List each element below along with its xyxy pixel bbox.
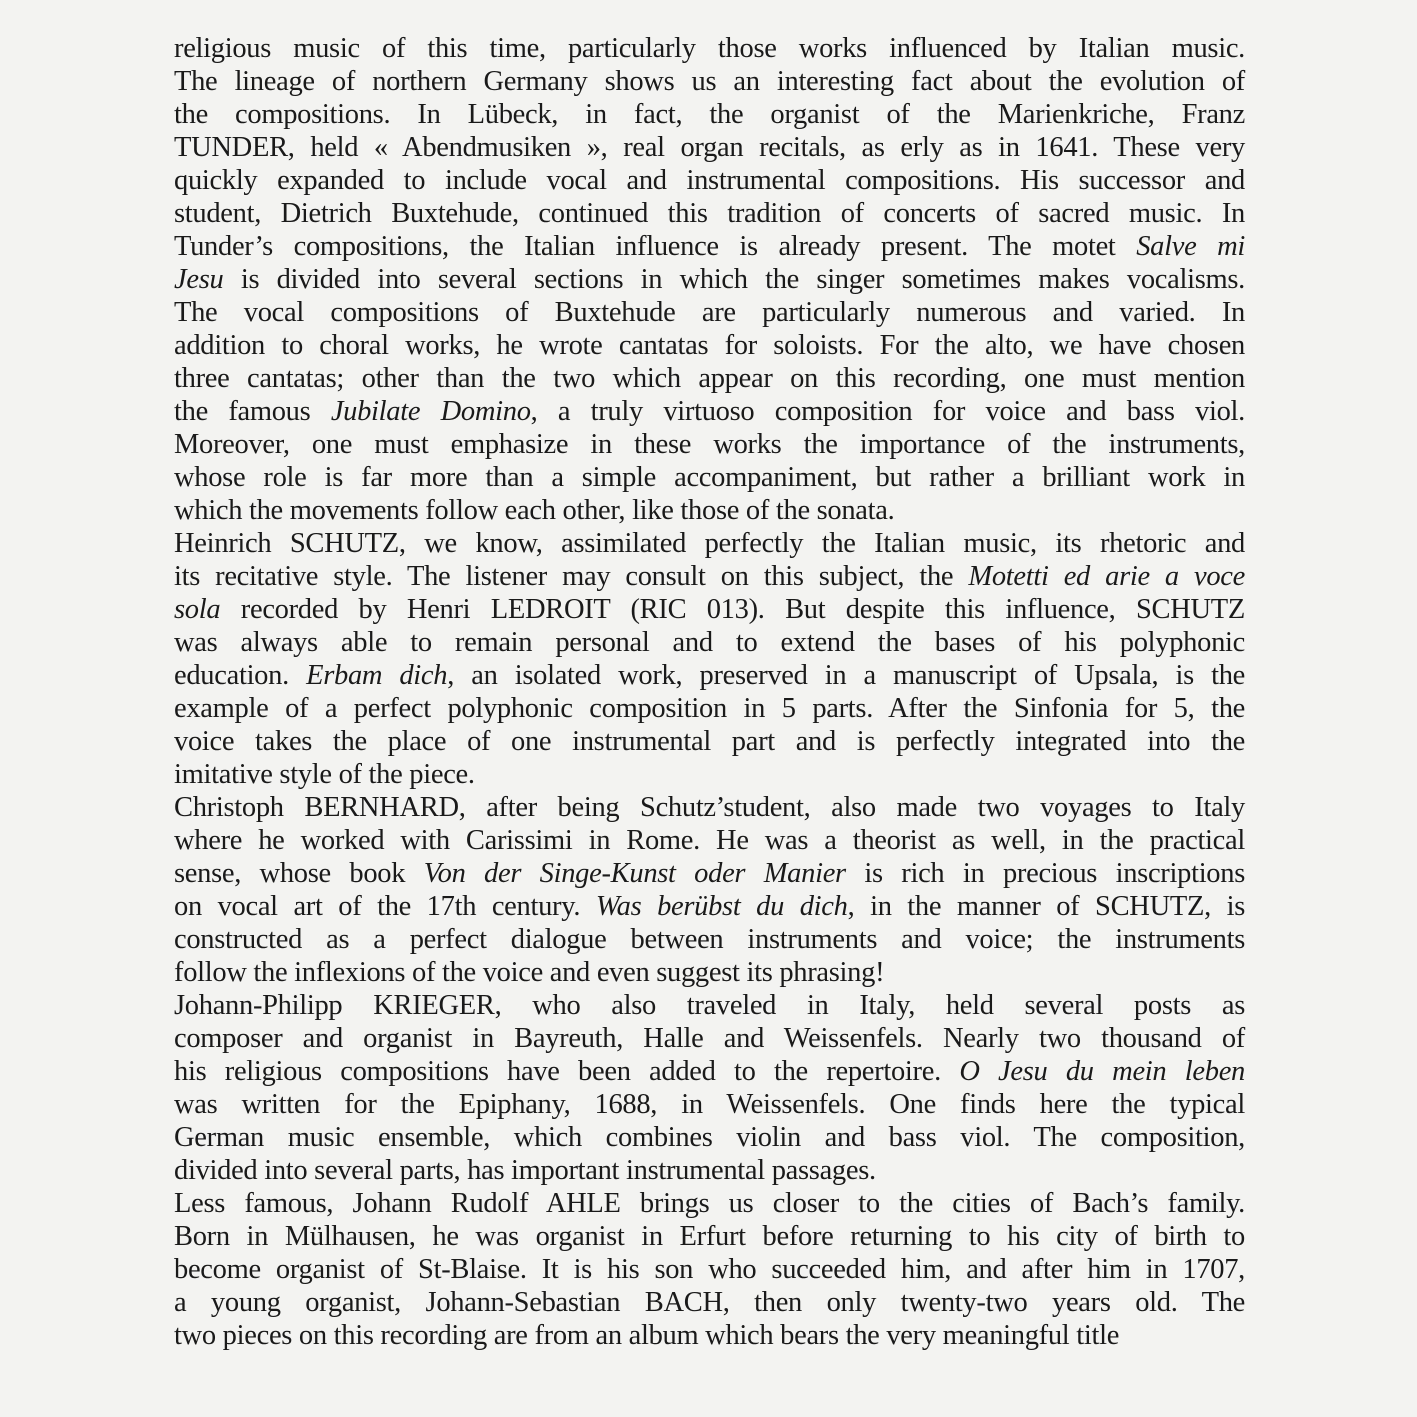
- text-run: on vocal art of the 17th century.: [174, 891, 596, 922]
- text-line: [174, 65, 1245, 98]
- italic-title: Motetti ed arie a voce: [968, 561, 1245, 592]
- text-run: , a truly virtuoso composition for voice and bass viol.: [530, 396, 1246, 427]
- text-run: become organist of St-Blaise. It is his son who succeeded him, and after him in 1707,: [174, 1254, 1245, 1285]
- text-line: [174, 956, 1245, 989]
- text-run: Johann-Philipp KRIEGER, who also traveled in Italy, held several posts as: [174, 990, 1245, 1021]
- text-line: [174, 824, 1245, 857]
- text-line: [174, 395, 1245, 428]
- text-line: [174, 428, 1245, 461]
- text-line: [174, 989, 1245, 1022]
- text-line: [174, 362, 1245, 395]
- text-line: [174, 461, 1245, 494]
- document-page: [174, 32, 1245, 1352]
- text-line: [174, 1319, 1245, 1352]
- italic-title: Salve mi: [1136, 231, 1245, 262]
- text-line: [174, 494, 1245, 527]
- text-line: [174, 725, 1245, 758]
- text-line: [174, 890, 1245, 923]
- text-line: [174, 164, 1245, 197]
- text-line: [174, 1088, 1245, 1121]
- text-run: Moreover, one must emphasize in these works the importance of the instruments,: [174, 429, 1245, 460]
- text-line: [174, 1154, 1245, 1187]
- text-line: [174, 1286, 1245, 1319]
- text-run: Less famous, Johann Rudolf AHLE brings us closer to the cities of Bach’s family.: [174, 1188, 1245, 1219]
- text-line: [174, 1187, 1245, 1220]
- text-run: whose role is far more than a simple accompaniment, but rather a brilliant work in: [174, 462, 1245, 493]
- text-run: the famous: [174, 396, 331, 427]
- text-line: [174, 1253, 1245, 1286]
- text-line: [174, 296, 1245, 329]
- text-line: [174, 1220, 1245, 1253]
- text-line: [174, 329, 1245, 362]
- text-run: was written for the Epiphany, 1688, in Weissenfels. One finds here the typical: [174, 1089, 1245, 1120]
- text-line: [174, 626, 1245, 659]
- italic-title: O Jesu du mein leben: [959, 1056, 1245, 1087]
- text-run: , in the manner of SCHUTZ, is: [847, 891, 1245, 922]
- paragraph-p5: [174, 1187, 1245, 1352]
- text-line: [174, 32, 1245, 65]
- text-run: a young organist, Johann-Sebastian BACH, then only twenty-two years old. The: [174, 1287, 1245, 1318]
- text-run: addition to choral works, he wrote cantatas for soloists. For the alto, we have chosen: [174, 330, 1245, 361]
- text-run: voice takes the place of one instrumental part and is perfectly integrated into the: [174, 726, 1245, 757]
- text-run: two pieces on this recording are from an album which bears the very meaningful title: [174, 1320, 1120, 1351]
- paragraph-p4: [174, 989, 1245, 1187]
- text-run: is divided into several sections in which the singer sometimes makes vocalisms.: [223, 264, 1245, 295]
- text-run: follow the inflexions of the voice and even suggest its phrasing!: [174, 957, 885, 988]
- text-run: composer and organist in Bayreuth, Halle and Weissenfels. Nearly two thousand of: [174, 1023, 1245, 1054]
- italic-title: Jubilate Domino: [330, 396, 531, 427]
- text-run: German music ensemble, which combines violin and bass viol. The composition,: [174, 1122, 1245, 1153]
- text-run: which the movements follow each other, like those of the sonata.: [174, 495, 895, 526]
- text-line: [174, 1055, 1245, 1088]
- text-run: Tunder’s compositions, the Italian influence is already present. The motet: [174, 231, 1137, 262]
- text-line: [174, 692, 1245, 725]
- text-line: [174, 1022, 1245, 1055]
- italic-title: Jesu: [174, 264, 224, 295]
- text-line: [174, 263, 1245, 296]
- text-run: three cantatas; other than the two which appear on this recording, one must mention: [174, 363, 1245, 394]
- text-line: [174, 527, 1245, 560]
- paragraph-p3: [174, 791, 1245, 989]
- text-line: [174, 98, 1245, 131]
- text-run: The lineage of northern Germany shows us an interesting fact about the evolution of: [174, 66, 1245, 97]
- text-run: religious music of this time, particularly those works influenced by Italian music.: [174, 33, 1245, 64]
- text-line: [174, 593, 1245, 626]
- text-run: constructed as a perfect dialogue between instruments and voice; the instruments: [174, 924, 1245, 955]
- text-line: [174, 758, 1245, 791]
- text-run: the compositions. In Lübeck, in fact, the organist of the Marienkriche, Franz: [174, 99, 1245, 130]
- text-run: his religious compositions have been added to the repertoire.: [174, 1056, 960, 1087]
- text-run: student, Dietrich Buxtehude, continued this tradition of concerts of sacred music. In: [174, 198, 1245, 229]
- text-run: divided into several parts, has important instrumental passages.: [174, 1155, 876, 1186]
- text-run: recorded by Henri LEDROIT (RIC 013). But despite this influence, SCHUTZ: [220, 594, 1245, 625]
- text-run: is rich in precious inscriptions: [845, 858, 1245, 889]
- italic-title: sola: [174, 594, 221, 625]
- italic-title: Was berübst du dich: [595, 891, 848, 922]
- text-run: where he worked with Carissimi in Rome. He was a theorist as well, in the practical: [174, 825, 1245, 856]
- text-run: its recitative style. The listener may consult on this subject, the: [174, 561, 969, 592]
- text-run: TUNDER, held « Abendmusiken », real organ recitals, as erly as in 1641. These very: [174, 132, 1245, 163]
- paragraph-p1: [174, 32, 1245, 527]
- italic-title: Von der Singe-Kunst oder Manier: [423, 858, 846, 889]
- italic-title: Erbam dich: [306, 660, 448, 691]
- text-run: , an isolated work, preserved in a manuscript of Upsala, is the: [447, 660, 1245, 691]
- text-run: was always able to remain personal and to extend the bases of his polyphonic: [174, 627, 1245, 658]
- text-run: Born in Mülhausen, he was organist in Erfurt before returning to his city of birth to: [174, 1221, 1245, 1252]
- text-run: imitative style of the piece.: [174, 759, 475, 790]
- text-line: [174, 857, 1245, 890]
- text-run: quickly expanded to include vocal and instrumental compositions. His successor and: [174, 165, 1245, 196]
- text-line: [174, 923, 1245, 956]
- text-run: education.: [174, 660, 307, 691]
- text-run: example of a perfect polyphonic composition in 5 parts. After the Sinfonia for 5, the: [174, 693, 1245, 724]
- text-line: [174, 659, 1245, 692]
- text-run: The vocal compositions of Buxtehude are particularly numerous and varied. In: [174, 297, 1245, 328]
- text-line: [174, 197, 1245, 230]
- text-line: [174, 230, 1245, 263]
- text-run: Christoph BERNHARD, after being Schutz’student, also made two voyages to Italy: [174, 792, 1245, 823]
- text-line: [174, 791, 1245, 824]
- text-line: [174, 560, 1245, 593]
- paragraph-p2: [174, 527, 1245, 791]
- text-line: [174, 131, 1245, 164]
- text-line: [174, 1121, 1245, 1154]
- text-run: sense, whose book: [174, 858, 424, 889]
- text-run: Heinrich SCHUTZ, we know, assimilated perfectly the Italian music, its rhetoric and: [174, 528, 1245, 559]
